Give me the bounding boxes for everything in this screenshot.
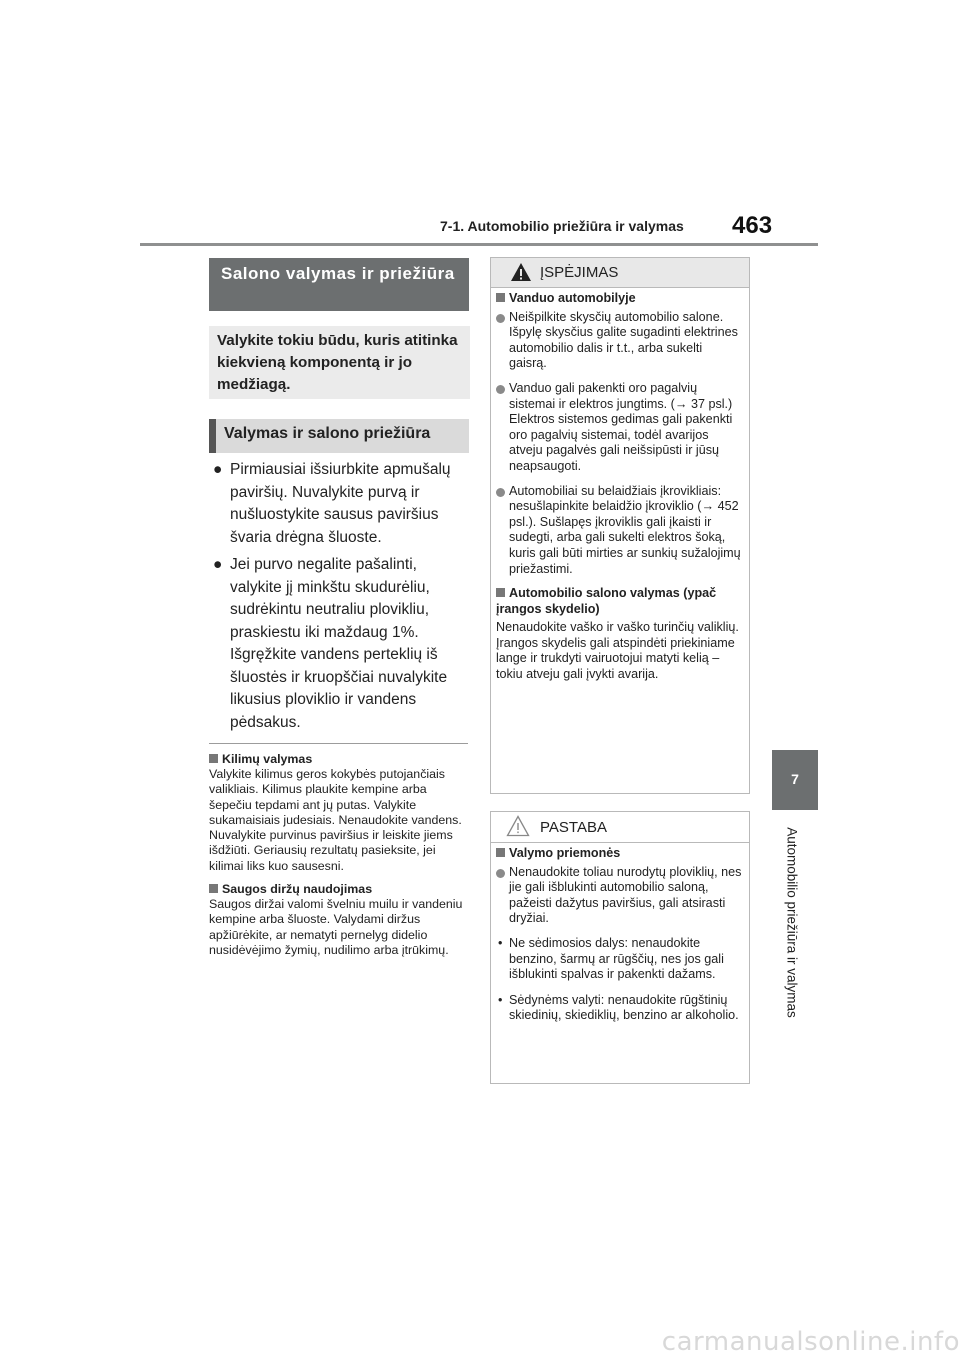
section-divider — [209, 743, 468, 744]
warning-title: ĮSPĖJIMAS — [540, 264, 619, 281]
note-text: Valykite kilimus geros kokybės putojančiais valikliais. Kilimus plaukite kempine arba šepečiu tepdami ant jų putas. Valykite sukamaisiais judesiais. Nenaudokite vandens. Nuvalykite purvinus paviršius ir leiskite jiems išdžiūti. Geriausių rezultatų pasieksite, jei kilimai liks kuo sausesni. — [209, 767, 462, 873]
note-heading: Saugos diržų naudojimas — [209, 881, 467, 897]
list-item-text: Pirmiausiai išsiurbkite apmušalų paviršių. Nuvalykite purvą ir nušluostykite sausus paviršius švaria drėgna šluoste. — [230, 461, 451, 546]
chapter-title-vertical: Automobilio priežiūra ir valymas — [784, 827, 800, 1018]
list-item — [496, 381, 742, 475]
bullet-icon — [496, 869, 505, 878]
dash-item — [496, 936, 742, 983]
warning-triangle-icon — [510, 262, 532, 282]
bullet-icon — [496, 314, 505, 323]
list-item-text: Automobiliai su belaidžiais įkrovikliais: nesušlapinkite belaidžio įkroviklio (→ 452 psl.). Sušlapęs įkroviklis gali įkaisti ir sudegti, arba gali sukelti elektros šoką, kuris gali būti mirties ar sunkių sužalojimų priežastimi. — [509, 483, 741, 576]
warning-content — [496, 291, 742, 691]
list-item-text: Vanduo gali pakenkti oro pagalvių sistemai ir elektros jungtims. (→ 37 psl.) Elektros sistemos gedimas gali pakenkti oro pagalvių sistemai, todėl avarijos atveju pagalvės gali neišsipūsti ir jūsų neapsaugoti. — [509, 380, 733, 473]
small-bullet-icon: • — [498, 935, 503, 950]
header-rule — [140, 243, 818, 246]
note-heading: Kilimų valymas — [209, 751, 467, 767]
notes — [209, 749, 467, 965]
dash-item-text: Sėdynėms valyti: nenaudokite rūgštinių skiedinių, skiediklių, benzino ar alkoholio. — [509, 992, 739, 1023]
square-bullet-icon — [209, 754, 218, 763]
note-text: Saugos diržai valomi švelniu muilu ir vandeniu kempine arba šluoste. Valydami diržus apžiūrėkite, ar nematyti pernelyg didelio nusidėvėjimo žymių, nudilimo arba įtrūkimų. — [209, 897, 463, 957]
dash-item-text: Ne sėdimosios dalys: nenaudokite benzino, šarmų ar rūgščių, nes jos gali išblukinti spalvas ir pakenkti dažams. — [509, 935, 724, 982]
section-title: 7-1. Automobilio priežiūra ir valymas — [440, 218, 684, 234]
warning-text: Nenaudokite vaško ir vaško turinčių valiklių. Įrangos skydelis gali atspindėti priekiniame lange ir trukdyti vairuotojui matyti kelią – tokiu atveju gali įvykti avarija. — [496, 620, 739, 682]
square-bullet-icon — [496, 848, 505, 857]
bullet-icon: ● — [213, 556, 223, 573]
square-bullet-icon — [496, 293, 505, 302]
subheading: Valymas ir salono priežiūra — [224, 425, 431, 442]
bullet-icon — [496, 385, 505, 394]
warning-section-heading: Vanduo automobilyje — [496, 291, 742, 307]
cleaning-steps — [213, 459, 469, 739]
subheading-accent-bar — [209, 419, 216, 453]
list-item — [213, 459, 469, 549]
main-title: Salono valymas ir priežiūra — [221, 264, 455, 283]
square-bullet-icon — [496, 588, 505, 597]
chapter-number: 7 — [791, 771, 799, 787]
notice-content — [496, 846, 742, 1034]
list-item — [496, 484, 742, 578]
page-number: 463 — [732, 212, 773, 239]
bullet-icon: ● — [213, 461, 223, 478]
list-item — [496, 865, 742, 927]
list-item-text: Neišpilkite skysčių automobilio salone. Išpylę skysčius galite sugadinti elektrines automobilio dalis ir t.t., arba sukelti gaisrą. — [509, 309, 738, 371]
watermark: carmanualsonline.info — [661, 1327, 960, 1357]
list-item-text: Jei purvo negalite pašalinti, valykite jį minkštu skudurėliu, sudrėkintu neutraliu plovikliu, praskiestu iki maždaug 1%. Išgręžkite vandens perteklių iš šluostės ir kruopščiai nuvalykite likusius ploviklio ir vandens pėdsakus. — [230, 556, 448, 731]
notice-section-heading: Valymo priemonės — [496, 846, 742, 862]
square-bullet-icon — [209, 884, 218, 893]
dash-item — [496, 993, 742, 1024]
list-item — [213, 554, 469, 734]
warning-section-heading: Automobilio salono valymas (ypač įrangos skydelio) — [496, 586, 717, 616]
intro-text: Valykite tokiu būdu, kuris atitinka kiekvieną komponentą ir jo medžiagą. — [217, 332, 458, 393]
notice-title: PASTABA — [540, 819, 607, 836]
list-item — [496, 310, 742, 372]
bullet-icon — [496, 488, 505, 497]
caution-triangle-icon — [506, 815, 530, 837]
list-item-text: Nenaudokite toliau nurodytų ploviklių, nes jie gali išblukinti automobilio saloną, pažeisti dažytus paviršius, gali atsirasti dryžiai. — [509, 864, 742, 926]
small-bullet-icon: • — [498, 992, 503, 1007]
